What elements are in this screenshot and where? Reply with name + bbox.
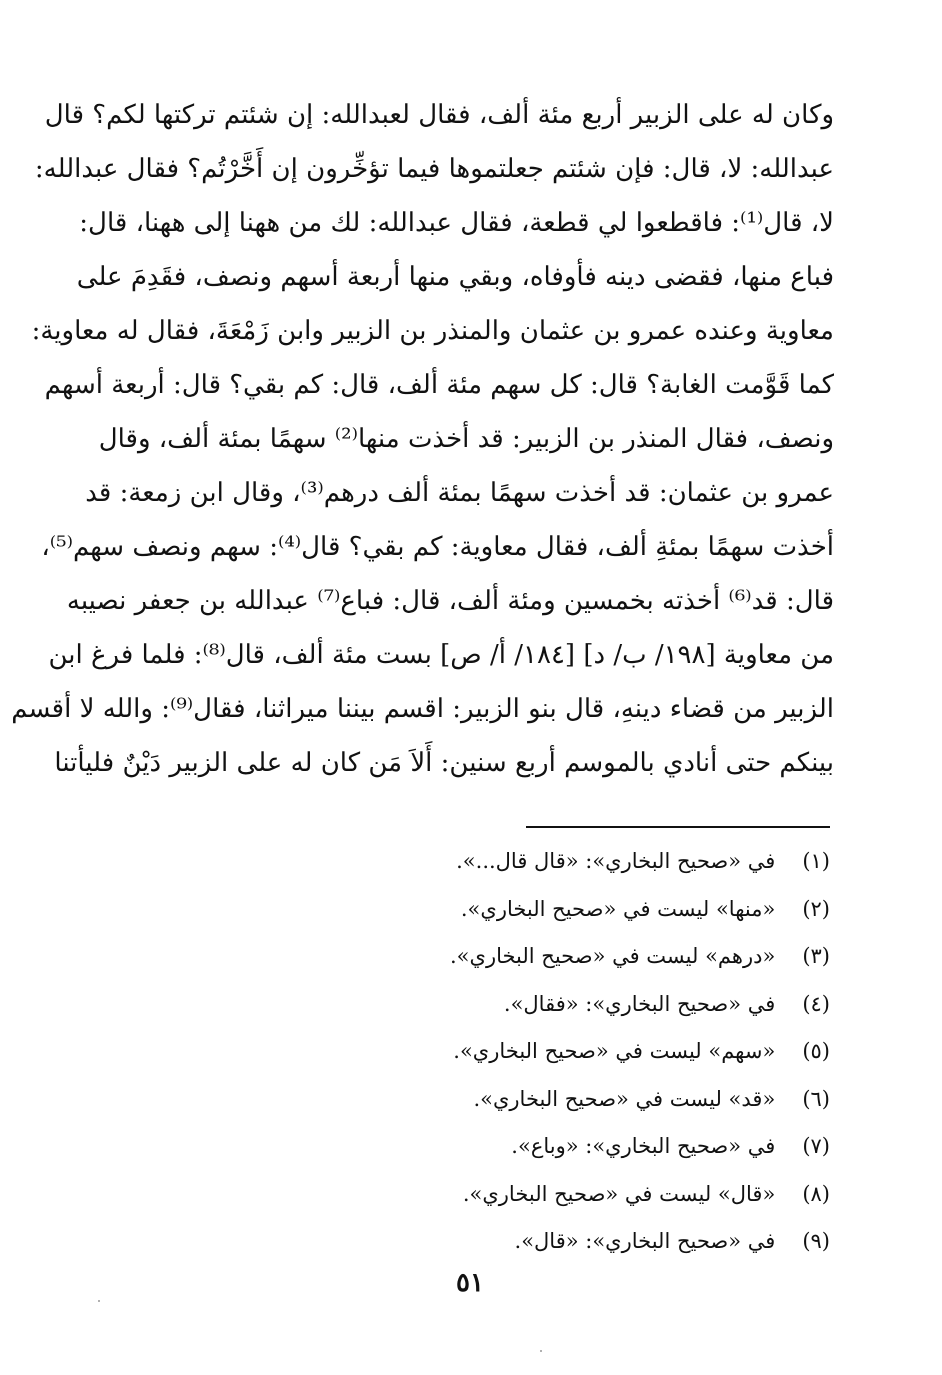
footnote-text: «منها» ليست في «صحيح البخاري».	[460, 896, 776, 921]
footnote-text: «درهم» ليست في «صحيح البخاري».	[449, 944, 776, 968]
text-line: وكان له على الزبير أربع مئة ألف، فقال لعبدالله: إن شئتم تركتها لكم؟ قال	[44, 100, 834, 130]
footnote	[300, 838, 830, 886]
footnote-text: في «صحيح البخاري»: «قال قال...».	[456, 849, 776, 873]
footnote-number: (٨)	[802, 1181, 830, 1206]
text-line: أخذت سهمًا بمئةِ ألف، فقال معاوية: كم بقي؟ قال⁽⁴⁾: سهم ونصف سهم⁽⁵⁾،	[41, 532, 834, 562]
text-line: معاوية وعنده عمرو بن عثمان والمنذر بن الزبير وابن زَمْعَةَ، فقال له معاوية:	[31, 316, 834, 346]
text-line: ونصف، فقال المنذر بن الزبير: قد أخذت منها⁽²⁾ سهمًا بمئة ألف، وقال	[98, 424, 834, 454]
footnote-number: (٧)	[802, 1134, 830, 1158]
footnote	[300, 933, 830, 981]
footnotes	[300, 838, 830, 1266]
footnote-number: (٥)	[802, 1039, 830, 1063]
text-line: كما قَوَّمت الغابة؟ قال: كل سهم مئة ألف، قال: كم بقي؟ قال: أربعة أسهم	[44, 370, 834, 400]
footnote-text: «قال» ليست في «صحيح البخاري».	[462, 1181, 776, 1206]
footnote-text: في «صحيح البخاري»: «فقال».	[503, 991, 776, 1016]
text-line: بينكم حتى أنادي بالموسم أربع سنين: أَلاَ مَن كان له على الزبير دَيْنٌ فليأتنا	[54, 748, 834, 778]
footnote-number: (٤)	[802, 991, 830, 1016]
text-line: قال: قد⁽⁶⁾ أخذته بخمسين ومئة ألف، قال: فباع⁽⁷⁾ عبدالله بن جعفر نصيبه	[66, 586, 834, 616]
footnote-number: (٩)	[802, 1229, 830, 1253]
text-line: عبدالله: لا، قال: فإن شئتم جعلتموها فيما تؤخِّرون إن أَخَّرْتُم؟ فقال عبدالله:	[34, 154, 834, 184]
footnote-text: في «صحيح البخاري»: «قال».	[514, 1229, 776, 1253]
footnote-text: «سهم» ليست في «صحيح البخاري».	[453, 1039, 776, 1063]
scan-speck	[98, 1300, 100, 1302]
footnote	[300, 1218, 830, 1266]
text-line: من معاوية [١٩٨/ ب/ د] [١٨٤/ أ/ ص] بست مئة ألف، قال⁽⁸⁾: فلما فرغ ابن	[48, 640, 834, 670]
footnote	[300, 981, 830, 1029]
main-text	[11, 88, 834, 790]
footnote	[300, 886, 830, 934]
footnote	[300, 1028, 830, 1076]
footnote-number: (٢)	[802, 896, 830, 921]
footnote	[300, 1171, 830, 1219]
footnote-number: (١)	[802, 849, 830, 873]
text-line: عمرو بن عثمان: قد أخذت سهمًا بمئة ألف درهم⁽³⁾، وقال ابن زمعة: قد	[85, 478, 834, 508]
text-line: الزبير من قضاء دينهِ، قال بنو الزبير: اقسم بيننا ميراثنا، فقال⁽⁹⁾: والله لا أقسم	[11, 694, 834, 724]
footnote	[300, 1076, 830, 1124]
footnote-number: (٣)	[802, 944, 830, 968]
scan-speck	[540, 1350, 542, 1352]
text-line: فباع منها، فقضى دينه فأوفاه، وبقي منها أربعة أسهم ونصف، فقَدِمَ على	[76, 262, 834, 292]
text-line: لا، قال⁽¹⁾: فاقطعوا لي قطعة، فقال عبدالله: لك من ههنا إلى ههنا، قال:	[79, 208, 834, 238]
footnote	[300, 1123, 830, 1171]
footnote-divider	[526, 826, 830, 828]
page-number: ٥١	[456, 1268, 484, 1298]
footnote-text: «قد» ليست في «صحيح البخاري».	[473, 1086, 776, 1111]
footnote-number: (٦)	[802, 1086, 830, 1111]
footnote-text: في «صحيح البخاري»: «وباع».	[511, 1134, 776, 1158]
